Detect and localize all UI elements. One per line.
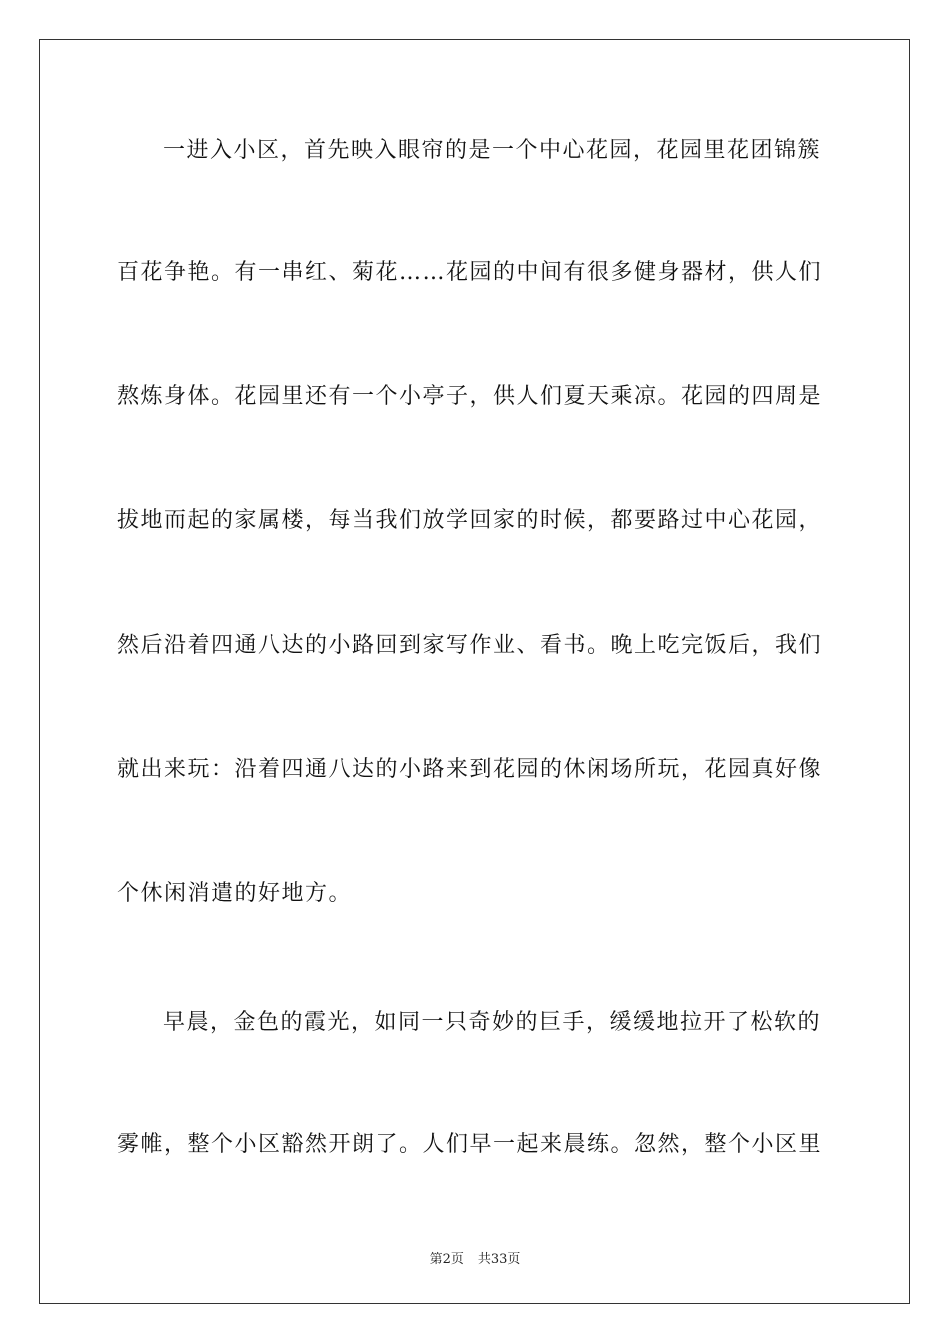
page-footer xyxy=(0,1248,950,1267)
page-frame xyxy=(39,39,910,1304)
paragraph-1-line-6: 就出来玩：沿着四通八达的小路来到花园的休闲场所玩，花园真好像 xyxy=(117,757,823,782)
paragraph-1-line-7: 个休闲消遣的好地方。 xyxy=(117,881,353,906)
paragraph-2-line-2: 雾帷，整个小区豁然开朗了。人们早一起来晨练。忽然，整个小区里 xyxy=(117,1132,823,1157)
page-total: 共33页 xyxy=(477,1252,521,1267)
paragraph-1-line-3: 熬炼身体。花园里还有一个小亭子，供人们夏天乘凉。花园的四周是 xyxy=(117,384,823,409)
paragraph-1-line-4: 拔地而起的家属楼，每当我们放学回家的时候，都要路过中心花园， xyxy=(117,508,823,533)
paragraph-1-line-2: 百花争艳。有一串红、菊花……花园的中间有很多健身器材，供人们 xyxy=(117,260,823,285)
paragraph-1-line-1: 一进入小区，首先映入眼帘的是一个中心花园，花园里花团锦簇 xyxy=(163,138,822,163)
page-number: 第2页 xyxy=(429,1252,464,1267)
paragraph-2-line-1: 早晨，金色的霞光，如同一只奇妙的巨手，缓缓地拉开了松软的 xyxy=(163,1010,822,1035)
paragraph-1-line-5: 然后沿着四通八达的小路回到家写作业、看书。晚上吃完饭后，我们 xyxy=(117,633,823,658)
